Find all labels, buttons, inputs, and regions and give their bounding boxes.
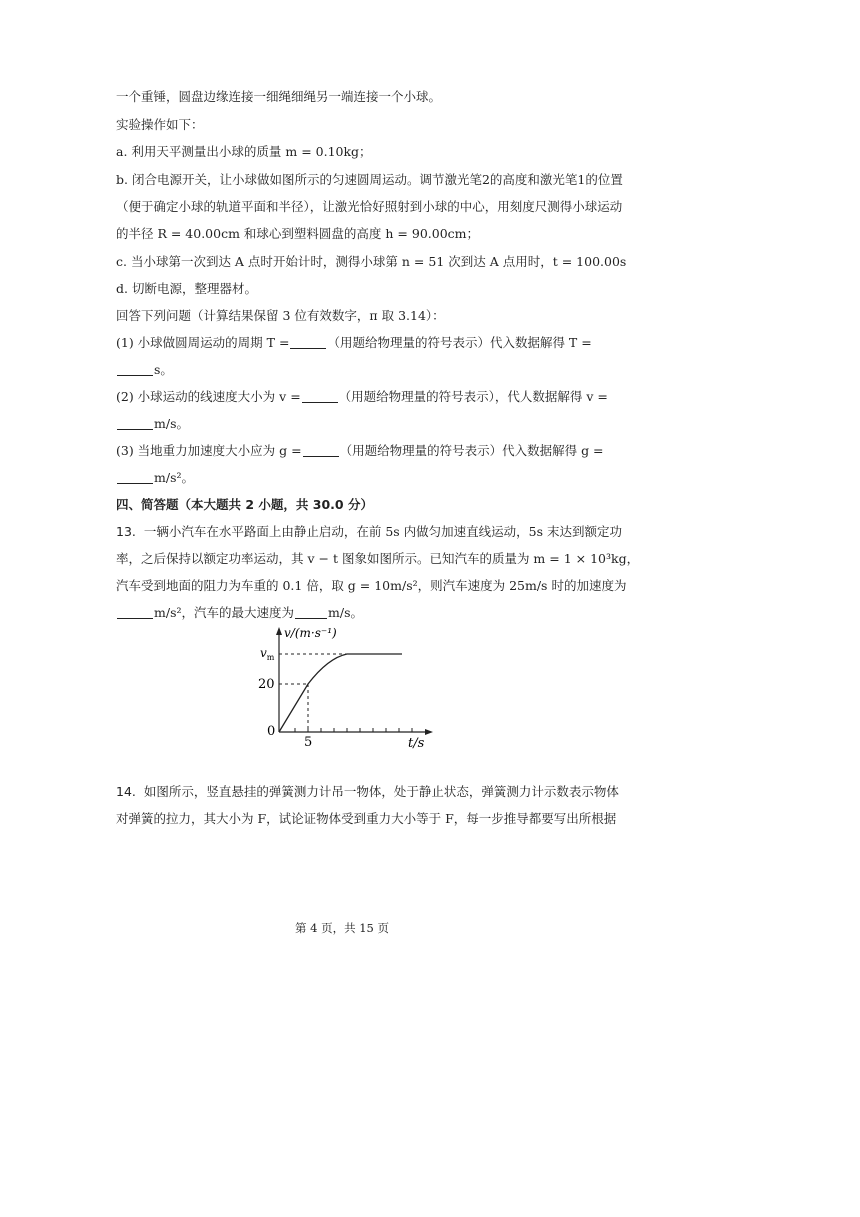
y-tick-20: 20 [258, 677, 275, 692]
question-3-text-a: (3) 当地重力加速度大小应为 g = [116, 443, 302, 458]
question-1-text-a: (1) 小球做圆周运动的周期 T = [116, 335, 290, 350]
question-3-line-a [116, 443, 604, 459]
question-3-text-c: m/s²。 [154, 470, 194, 485]
line-6: 的半径 R = 40.00cm 和球心到塑料圆盘的高度 h = 90.00cm； [116, 226, 480, 241]
page-footer: 第 4 页，共 15 页 [294, 921, 390, 935]
question-2-text-b: （用题给物理量的符号表示），代人数据解得 v = [338, 389, 608, 404]
section-heading: 四、简答题（本大题共 2 小题，共 30.0 分） [116, 497, 373, 512]
problem-14-line-b: 对弹簧的拉力，其大小为 F，试论证物体受到重力大小等于 F，每一步推导都要写出所根据 [116, 811, 617, 826]
problem-14-text-a: 如图所示，竖直悬挂的弹簧测力计吊一物体，处于静止状态，弹簧测力计示数表示物体 [143, 784, 619, 799]
answer-blank [290, 336, 326, 349]
line-5: （便于确定小球的轨道平面和半径），让激光恰好照射到小球的中心，用刻度尺测得小球运动 [116, 199, 623, 214]
problem-14-number: 14. [116, 784, 136, 799]
line-4: b. 闭合电源开关，让小球做如图所示的匀速圆周运动。调节激光笔2的高度和激光笔1的位置 [116, 172, 623, 187]
line-3: a. 利用天平测量出小球的质量 m = 0.10kg； [116, 144, 372, 159]
y-axis-label: v/(m·s⁻¹) [284, 626, 337, 640]
question-3-text-b: （用题给物理量的符号表示）代入数据解得 g = [339, 443, 604, 458]
answer-blank [302, 390, 338, 403]
x-tick-5: 5 [304, 735, 313, 750]
question-1-text-c: s。 [154, 362, 173, 377]
question-1-line-a [116, 335, 592, 351]
velocity-time-graph [250, 624, 440, 750]
problem-13-text-a: 一辆小汽车在水平路面上由静止启动，在前 5s 内做匀加速直线运动，5s 末达到额定功 [143, 524, 623, 539]
question-2-text-c: m/s。 [154, 416, 189, 431]
problem-13-line-a [116, 524, 622, 540]
question-2-text-a: (2) 小球运动的线速度大小为 v = [116, 389, 301, 404]
problem-13-line-d [116, 605, 363, 621]
problem-13-number: 13. [116, 524, 136, 539]
question-2-line-b [116, 416, 189, 432]
question-1-text-b: （用题给物理量的符号表示）代入数据解得 T = [327, 335, 592, 350]
answer-blank [303, 444, 339, 457]
x-axis-arrow [425, 729, 433, 735]
y-axis-arrow [276, 627, 282, 635]
line-7: c. 当小球第一次到达 A 点时开始计时，测得小球第 n = 51 次到达 A 点用时，t = 100.00s [116, 254, 627, 269]
problem-13-text-d2: m/s。 [328, 605, 363, 620]
line-8: d. 切断电源，整理器材。 [116, 281, 257, 296]
question-1-line-b [116, 362, 173, 378]
answer-blank [117, 606, 153, 619]
line-2: 实验操作如下： [116, 117, 204, 132]
line-9: 回答下列问题（计算结果保留 3 位有效数字，π 取 3.14）： [116, 308, 445, 323]
answer-blank [117, 471, 153, 484]
answer-blank [117, 363, 153, 376]
answer-blank [295, 606, 327, 619]
problem-13-text-d1: m/s²，汽车的最大速度为 [154, 605, 294, 620]
x-axis-label: t/s [408, 736, 425, 750]
question-2-line-a [116, 389, 608, 405]
origin-label: 0 [267, 724, 276, 739]
y-tick-vm: $v_m$ [260, 646, 275, 662]
problem-14-line-a [116, 784, 619, 800]
velocity-curve [279, 654, 402, 732]
problem-13-line-c: 汽车受到地面的阻力为车重的 0.1 倍，取 g = 10m/s²，则汽车速度为 25m/s 时的加速度为 [116, 578, 627, 593]
line-1: 一个重锤，圆盘边缘连接一细绳细绳另一端连接一个小球。 [116, 89, 442, 104]
answer-blank [117, 417, 153, 430]
problem-13-line-b: 率，之后保持以额定功率运动，其 v − t 图象如图所示。已知汽车的质量为 m = 1 × 10³kg， [116, 551, 640, 566]
question-3-line-b [116, 470, 194, 486]
